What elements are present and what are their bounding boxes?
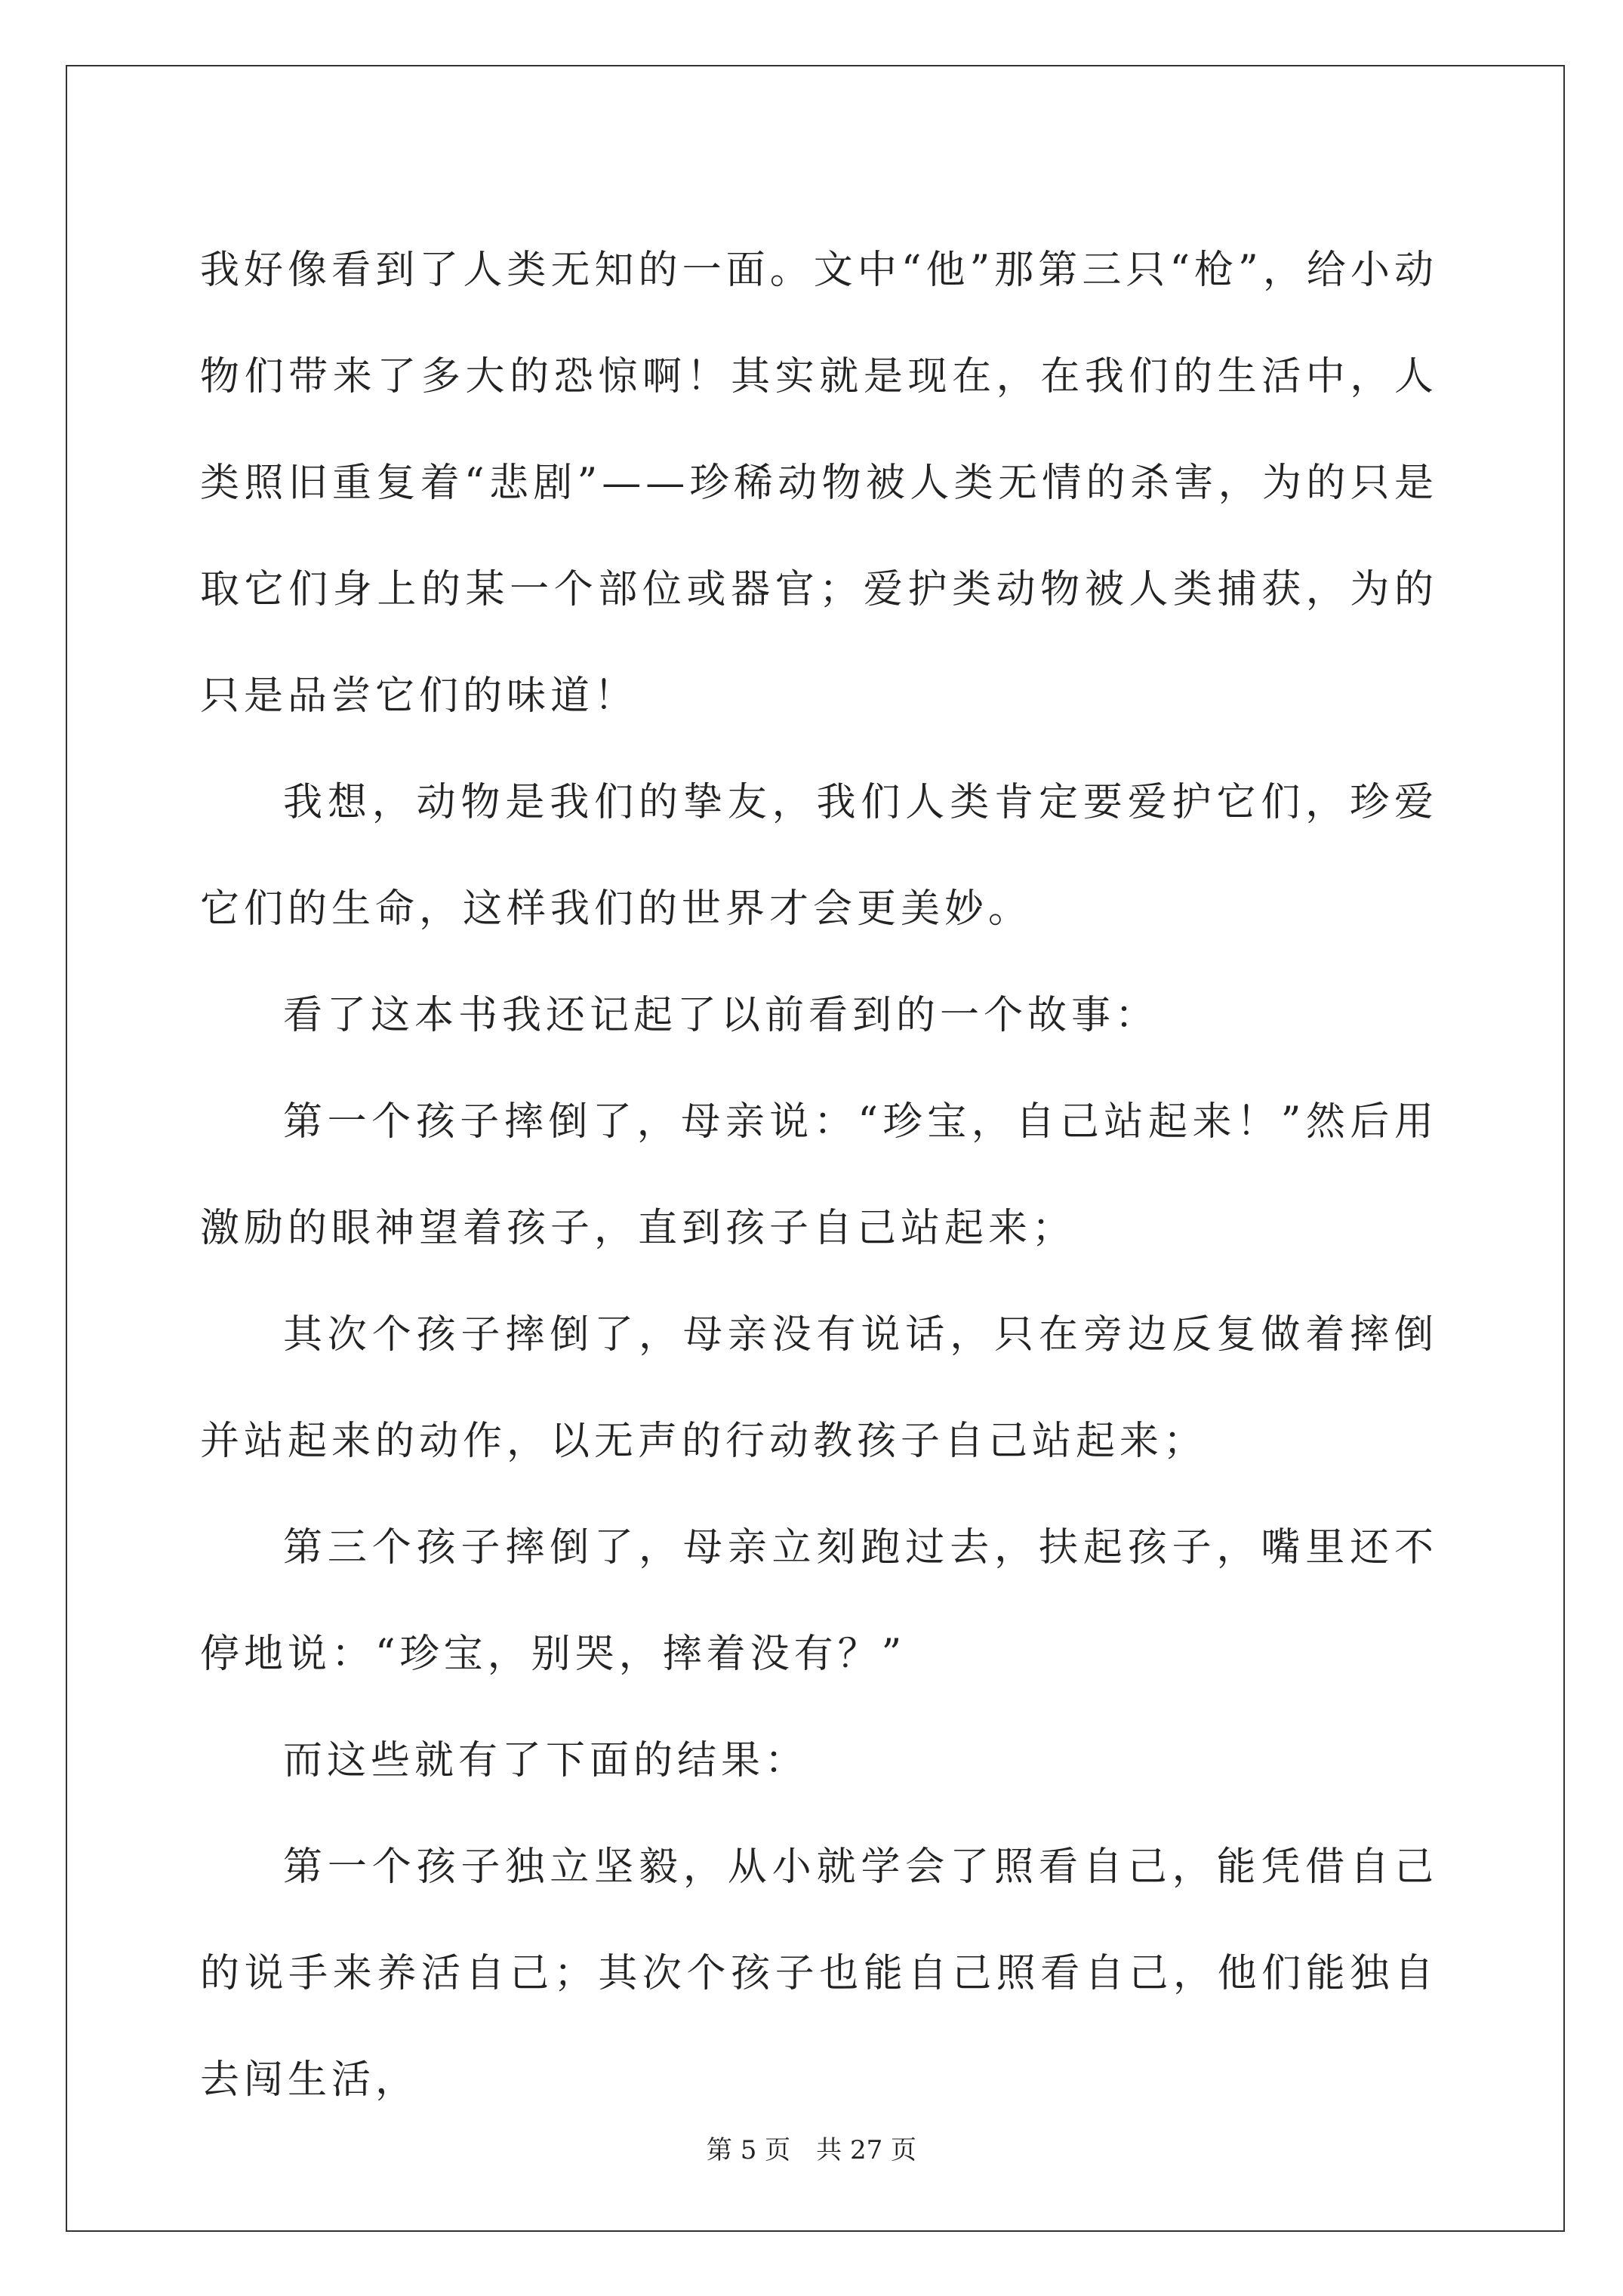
paragraph-6: 第三个孩子摔倒了，母亲立刻跑过去，扶起孩子，嘴里还不停地说：“珍宝，别哭，摔着没有？” (200, 1525, 1438, 1677)
paragraph-2: 我想，动物是我们的挚友，我们人类肯定要爱护它们，珍爱它们的生命，这样我们的世界才会更美妙。 (200, 780, 1438, 932)
document-body (200, 217, 1438, 2134)
paragraph-8: 第一个孩子独立坚毅，从小就学会了照看自己，能凭借自己的说手来养活自己；其次个孩子也能自己照看自己，他们能独自去闯生活， (200, 1845, 1438, 2103)
paragraph-4: 第一个孩子摔倒了，母亲说：“珍宝，自己站起来！”然后用激励的眼神望着孩子，直到孩子自己站起来； (200, 1099, 1438, 1251)
paragraph-1: 我好像看到了人类无知的一面。文中“他”那第三只“枪”，给小动物们带来了多大的恐惊啊！其实就是现在，在我们的生活中，人类照旧重复着“悲剧”——珍稀动物被人类无情的杀害，为的只是取它们身上的某一个部位或器官；爱护类动物被人类捕获，为的只是品尝它们的味道！ (200, 248, 1438, 719)
paragraph-5: 其次个孩子摔倒了，母亲没有说话，只在旁边反复做着摔倒并站起来的动作，以无声的行动教孩子自己站起来； (200, 1312, 1438, 1464)
paragraph-3: 看了这本书我还记起了以前看到的一个故事： (283, 993, 1160, 1038)
page-number-footer: 第 5 页 共 27 页 (706, 2135, 917, 2165)
paragraph-7: 而这些就有了下面的结果： (283, 1738, 809, 1783)
